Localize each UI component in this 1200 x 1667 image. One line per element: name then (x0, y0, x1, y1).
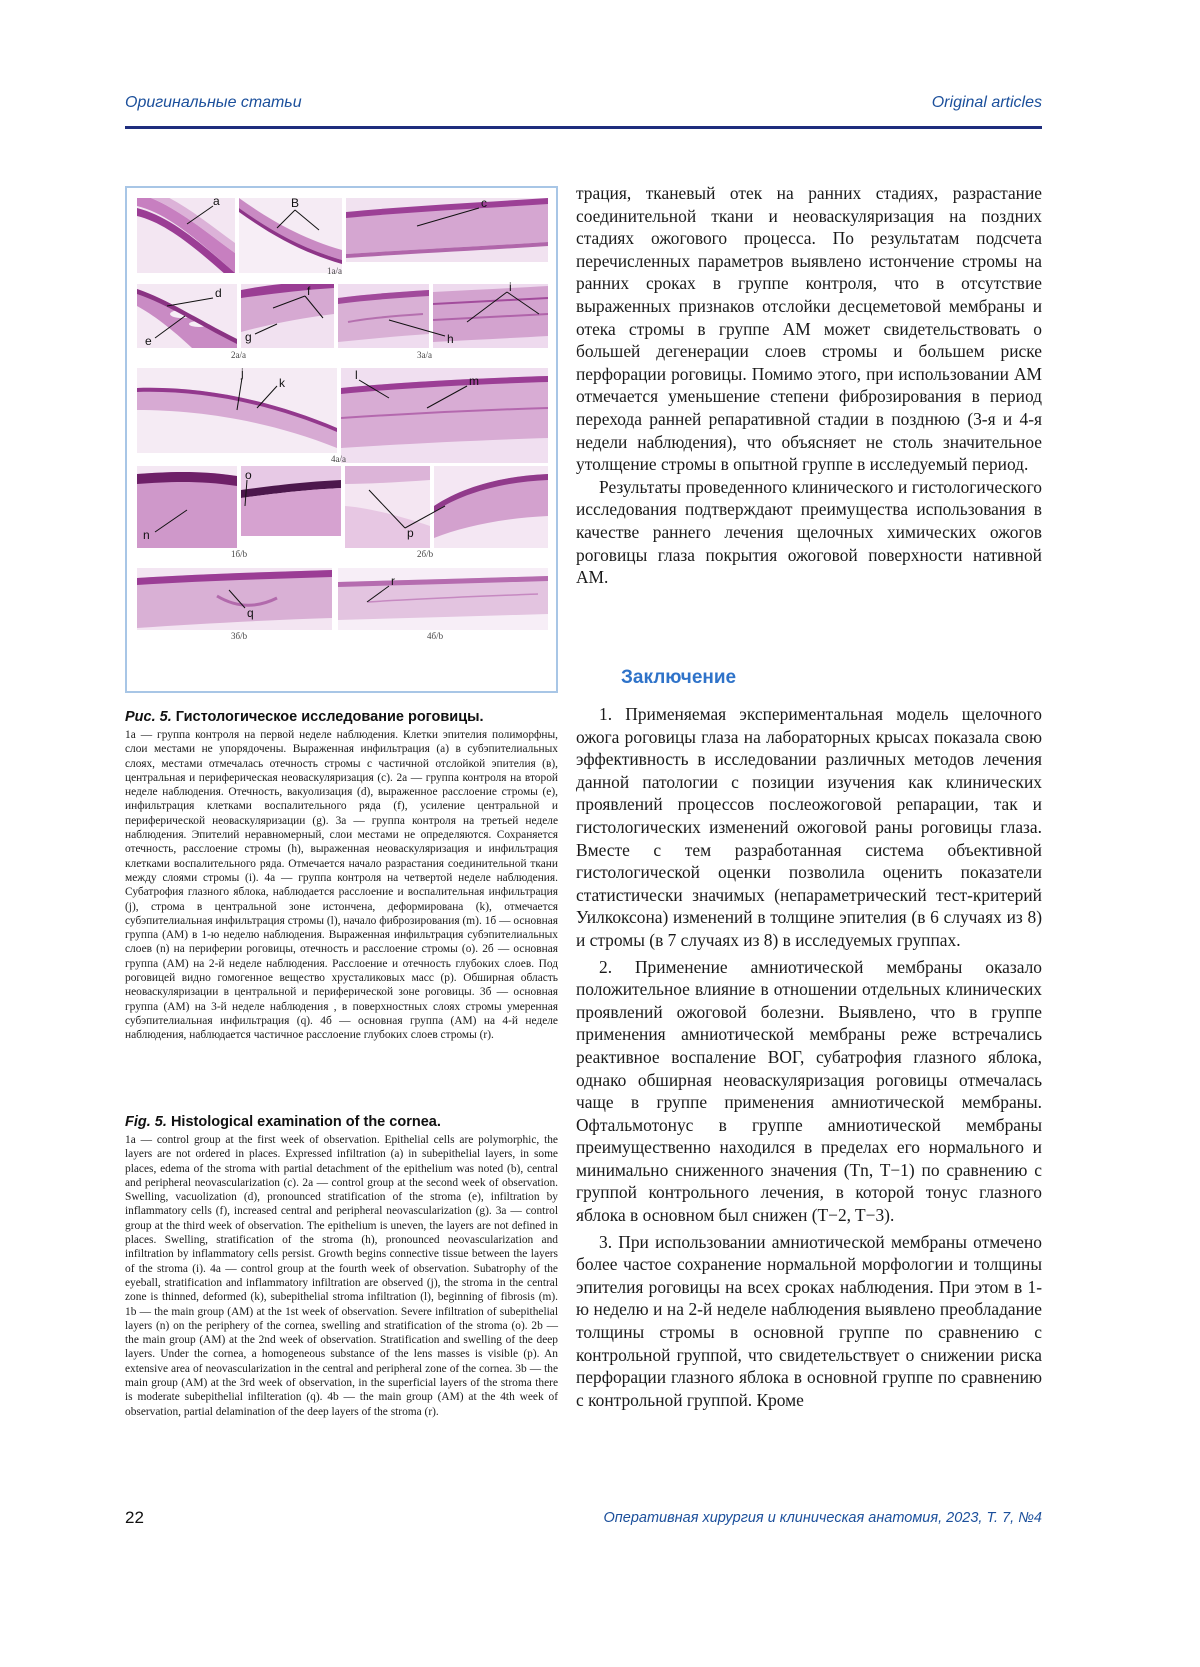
header-rule (125, 126, 1042, 129)
figure-number-ru: Рис. 5. (125, 709, 172, 725)
micrograph-4b (338, 568, 548, 630)
conclusion-paragraph: 3. При использовании амниотической мембраны отмечено более частое сохранение нормальной морфологии и толщины эпителия роговицы на всех сроках наблюдения. При этом в 1-ю неделю и на 2-й неделе наблюдения выявлено преобладание толщины стромы в основной группе по сравнению с контрольной группой, что свидетельствует о снижении риска перфорации глазного яблока в основной группе по сравнению с контрольной группой. Кроме (576, 1231, 1042, 1410)
panel-label-k: k (279, 376, 285, 390)
group-label-1b: 1б/b (231, 549, 248, 559)
micrograph-2a-a (137, 284, 237, 348)
caption-title-ru (125, 708, 558, 727)
panel-label-d: d (215, 286, 222, 300)
figure-caption-ru (125, 708, 558, 1043)
figure-number-en: Fig. 5. (125, 1114, 167, 1130)
running-head-section: Оригинальные статьи (125, 94, 302, 111)
figure-caption-en (125, 1113, 558, 1419)
caption-body-en: 1a — control group at the first week of observation. Epithelial cells are polymorphic, the layers are not ordered in places. Expressed infiltration (a) in subepithelial layers, in some places, edema of the stroma with partial detachment of the epithelium was noted (b), central and peripheral neovascularization (c). 2a — control group at the second week of observation. Swelling, vacuolization (d), pronounced stratification of the stroma (e), infiltration by inflammatory cells (f), increased central and peripheral neovascularization (g). 3a — control group at the third week of observation. The epithelium is uneven, the layers are not defined in places. Swelling, stratification of the stroma (h), pronounced neovascularization and infiltration by inflammatory cells persist. Growth begins connective tissue between the layers of the stroma (i). 4a — control group at the fourth week of observation. Subatrophy of the eyeball, stratification and inflammatory infiltration are observed (j), the stroma in the central zone is thinned, deformed (k), subepithelial stroma infiltration (l), beginning of fibrosis (m). 1b — the main group (AM) at the 1st week of observation. Severe infiltration of subepithelial layers (n) on the periphery of the cornea, swelling and stratification of the stroma (o). 2b — the main group (AM) at the 2nd week of observation. Stratification and swelling of the deep layers. Under the cornea, a homogeneous substance of the lens masses is visible (p). An extensive area of neovascularization in the central and peripheral zone of the cornea. 3b — the main group (AM) at the 3rd week of observation, in the superficial layers of the stroma there is moderate subepithelial infilteration (q). 4b — the main group (AM) at the 4th week of observation, partial delamination of the deep layers of the stroma (r). (125, 1134, 558, 1418)
panel-label-j: j (241, 366, 244, 380)
panel-label-o: o (245, 468, 252, 482)
body-paragraph: Результаты проведенного клинического и гистологического исследования подтверждают преимущества использования в качестве раннего лечения щелочных химических ожогов роговицы глаза покрытия ожоговой поверхности нативной АМ. (576, 476, 1042, 588)
panel-label-b: B (291, 196, 300, 210)
micrograph-4a-b (341, 368, 548, 463)
group-label-3a: 3a/a (417, 350, 432, 360)
body-paragraph: трация, тканевый отек на ранних стадиях, разрастание соединительной ткани и неоваскуляризация на поздних стадиях ожогового процесса. По результатам подсчета перечисленных параметров выявлено истончение стромы на ранних сроках в группе контроля, что в отсутствие выраженных признаков отслойки десцеметовой мембраны и отека стромы в группе АМ может свидетельствовать о большей дегенерации слоев стромы и большем риске перфорации роговицы. Помимо этого, при использовании АМ отмечается уменьшение степени фиброзирования в период перехода ранней репаративной стадии в позднюю (3-я и 4-я недели наблюдения), что объясняет не столь значительное утолщение стромы в опытной группе в исследуемый период. (576, 183, 1042, 475)
micrograph-1a-a (137, 198, 235, 273)
panel-label-l: l (355, 368, 358, 382)
group-label-1a: 1a/a (327, 266, 342, 276)
caption-title-en (125, 1113, 558, 1132)
caption-heading-ru: Гистологическое исследование роговицы. (175, 709, 484, 725)
histology-figure (125, 186, 558, 693)
group-label-4b: 4б/b (427, 631, 444, 641)
conclusion-column (576, 703, 1042, 1415)
body-column-top (576, 182, 1042, 589)
panel-label-i: i (509, 280, 512, 294)
micrograph-1b-a (137, 466, 237, 548)
panel-label-q: q (247, 606, 254, 620)
group-label-3b: 3б/b (231, 631, 248, 641)
conclusion-paragraph: 1. Применяемая экспериментальная модель щелочного ожога роговицы глаза на лабораторных крысах показала свою эффективность в исследовании различных методов лечения данной патологии с позиции изучения как клинических проявлений процессов послеожоговой репарации, так и гистологических изменений ожоговой раны роговицы глаза. Вместе с тем разработанная система объективной гистологической оценки позволила оценить показатели статистически значимых (непараметрический тест-критерий Уилкоксона) изменений в толщине эпителия (в 6 случаях из 8) и стромы (в 7 случаях из 8) в исследуемых группах. (576, 704, 1042, 950)
micrograph-3a-a (338, 284, 429, 348)
conclusion-paragraph: 2. Применение амниотической мембраны оказало положительное влияние в отношении отдельных клинических проявлений ожоговой болезни. Выявлено, что в группе применения амниотической мембраны реже встречались реактивное воспаление ВОГ, субатрофия глазного яблока, однако обширная неоваскуляризация роговицы отмечалась чаще в группе применения амниотической мембраны. Офтальмотонус в группе амниотической мембраны преимущественно находился в пределах его нормального и минимально сниженного значения (Tn, T−1) по сравнению с группой контрольного лечения, в которой тонус глазного яблока в основном был снижен (T−2, T−3). (576, 956, 1042, 1226)
journal-citation: Оперативная хирургия и клиническая анатомия, 2023, Т. 7, №4 (603, 1510, 1042, 1526)
panel-label-r: r (391, 574, 395, 588)
running-head-section-en: Original articles (931, 94, 1042, 111)
micrograph-2b-a (345, 466, 430, 548)
panel-label-g: g (245, 330, 252, 344)
panel-label-p: p (407, 526, 414, 540)
panel-label-m: m (469, 374, 479, 388)
caption-heading-en: Histological examination of the cornea. (170, 1114, 441, 1130)
panel-label-e: e (145, 334, 152, 348)
micrograph-3b (137, 568, 332, 630)
page-number: 22 (125, 1508, 144, 1527)
micrograph-1a-c (346, 198, 548, 262)
panel-label-c: c (481, 196, 487, 210)
caption-body-ru: 1а — группа контроля на первой неделе наблюдения. Клетки эпителия полиморфны, слои местами не упорядочены. Выраженная инфильтрация (а) в субэпителиальных слоях, местами отмечалась отечность стромы с частичной отслойкой эпителия (в), центральная и периферическая неоваскуляризация (с). 2а — группа контроля на второй неделе наблюдения. Отечность, вакуолизация (d), выраженное расслоение стромы (е), инфильтрация клетками воспалительного ряда (f), усиление центральной и периферической неоваскуляризации (g). 3а — группа контроля на третьей неделе наблюдения. Эпителий неравномерный, слои местами не определяются. Сохраняется отечность, расслоение стромы (h), выраженная неоваскуляризация и инфильтрация клетками воспалительного ряда. Отмечается начало разрастания соединительной ткани между слоями стромы (i). 4а — группа контроля на четвертой неделе наблюдения. Субатрофия глазного яблока, наблюдается расслоение и воспалительная инфильтрация (j), строма в центральной зоне истончена, деформирована (k), отмечается субэпителиальная инфильтрация стромы (l), начало фиброзирования (m). 1б — основная группа (АМ) в 1-ю неделю наблюдения. Выраженная инфильтрация субэпителиальных слоев (n) на периферии роговицы, отечность и расслоение стромы (о). 2б — основная группа (АМ) на 2-й неделе наблюдения. Расслоение и отечность глубоких слоев. Под роговицей видно гомогенное вещество хрусталиковых масс (р). Обширная область неоваскуляризации в центральной и периферической зоне роговицы. 3б — основная группа (АМ) на 3-й неделе наблюдения , в поверхностных слоях стромы умеренная субэпителиальная инфильтрация (q). 4б — основная группа (АМ) на 4-й неделе наблюдения, наблюдается частичное расслоение глубоких слоев стромы (r). (125, 729, 558, 1042)
micrograph-2a-b (241, 284, 334, 348)
panel-label-h: h (447, 332, 454, 346)
group-label-2b: 2б/b (417, 549, 434, 559)
section-heading-conclusion: Заключение (621, 667, 737, 688)
group-label-2a: 2a/a (231, 350, 246, 360)
group-label-4a: 4a/a (331, 454, 346, 464)
panel-label-n: n (143, 528, 150, 542)
micrograph-2b-b (434, 466, 548, 548)
micrograph-4a-a (137, 368, 337, 453)
panel-label-f: f (307, 284, 311, 298)
panel-label-a: a (213, 194, 220, 208)
micrograph-1b-b (241, 466, 341, 536)
